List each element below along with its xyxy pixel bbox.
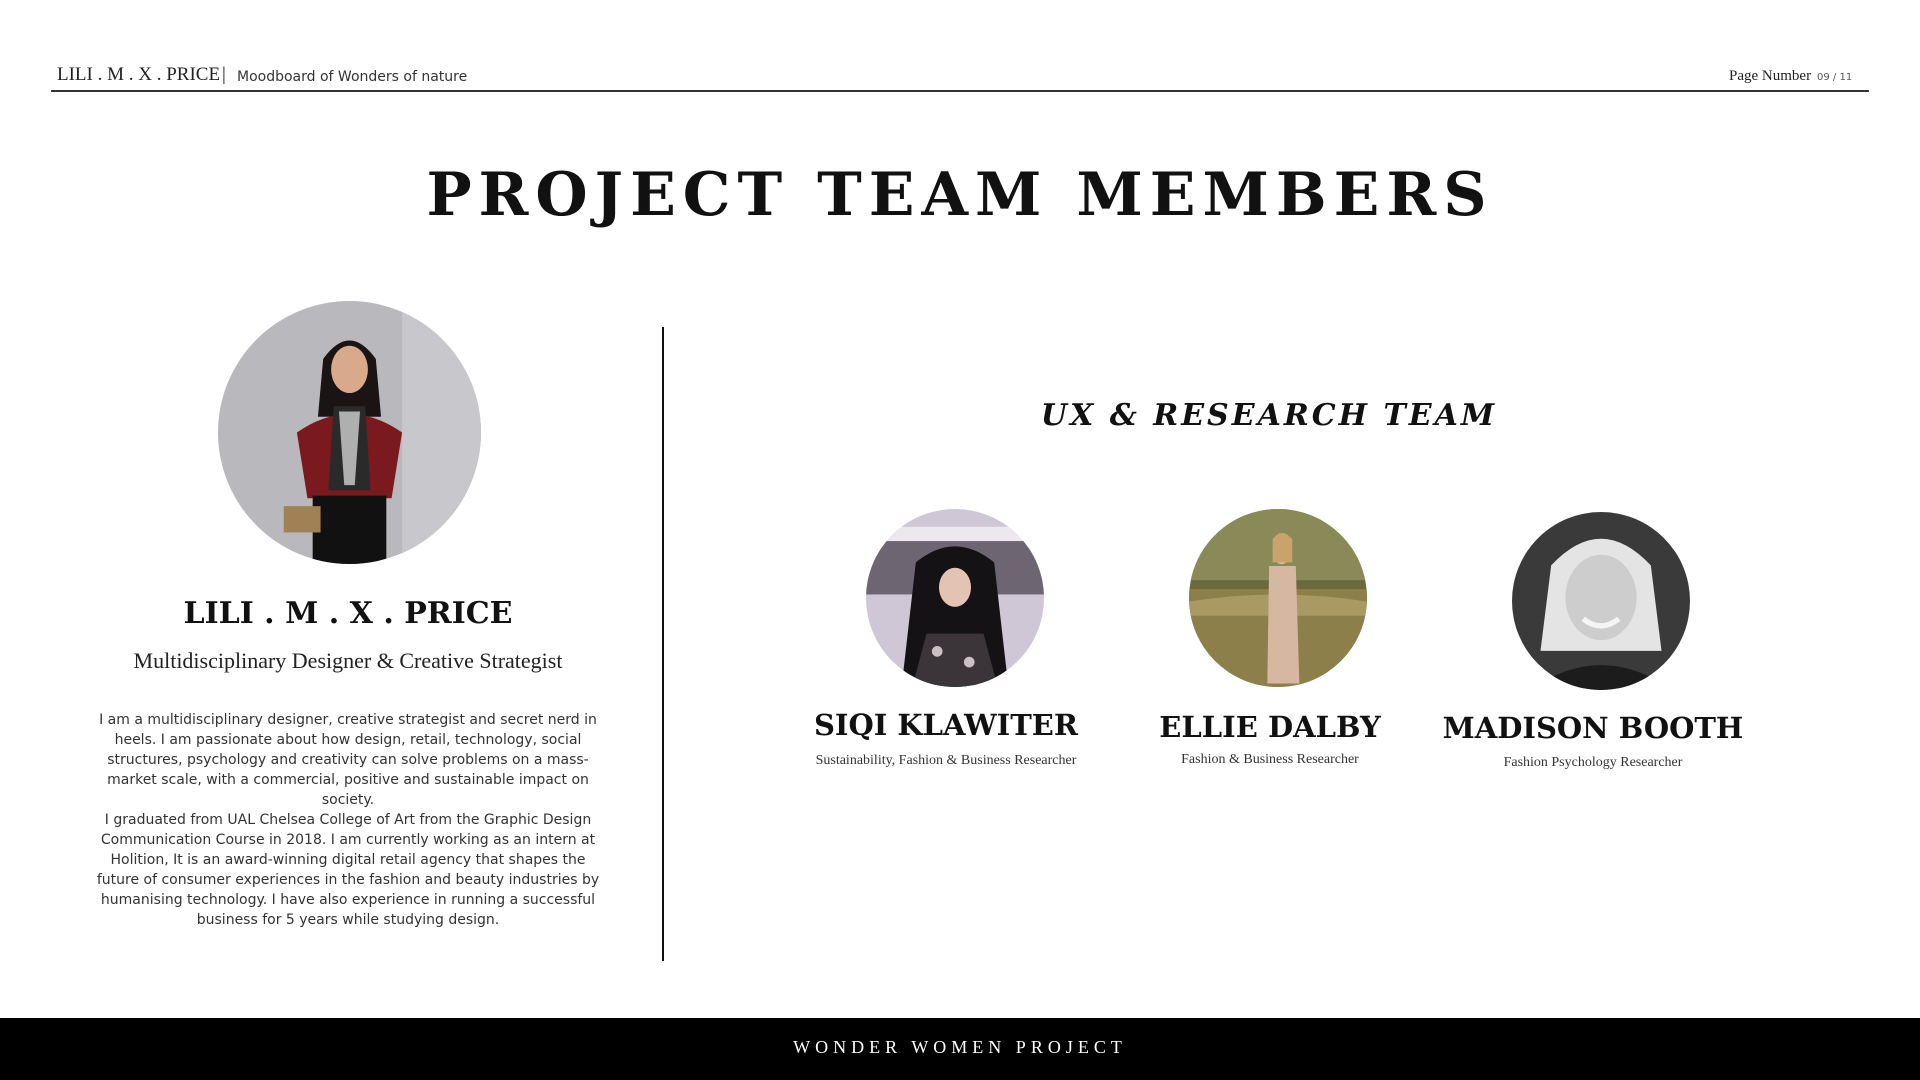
lead-role: Multidisciplinary Designer & Creative Strategist: [133, 648, 563, 673]
member-photo: [1512, 512, 1690, 690]
team-heading: UX & RESEARCH TEAM: [1040, 398, 1498, 433]
lead-name: LILI . M . X . PRICE: [183, 596, 513, 631]
lead-bio-paragraph: I graduated from UAL Chelsea College of Art from the Graphic Design Communication Course in 2018. I am currently working as an intern at Holition, It is an award-winning digital retail agency that shapes the future of consumer experiences in the fashion and beauty industries by humanising technology. I have also experience in running a successful business for 5 years while studying design.: [96, 812, 600, 928]
page-number-label: Page Number: [1729, 68, 1812, 84]
page-title: PROJECT TEAM MEMBERS: [426, 160, 1494, 230]
header-rule: [51, 90, 1869, 92]
member-name: ELLIE DALBY: [1159, 710, 1381, 744]
member-role: Sustainability, Fashion & Business Researcher: [815, 753, 1077, 768]
page-number-value: 09 / 11: [1817, 72, 1853, 83]
member-name: MADISON BOOTH: [1442, 711, 1744, 745]
header-subtitle: Moodboard of Wonders of nature: [237, 69, 468, 85]
member-role: Fashion & Business Researcher: [1181, 752, 1359, 767]
footer-bar: [0, 1018, 1920, 1080]
member-photo: [866, 509, 1044, 687]
lead-bio-paragraph: I am a multidisciplinary designer, creative strategist and secret nerd in heels. I am passionate about how design, retail, technology, social structures, psychology and creativity can solve problems on a mass-market scale, with a commercial, positive and sustainable impact on society.: [99, 712, 597, 808]
member-photo: [1189, 509, 1367, 687]
header-separator: |: [222, 64, 226, 85]
lead-portrait-photo: [218, 301, 481, 564]
header-brand: LILI . M . X . PRICE: [57, 64, 221, 85]
vertical-divider: [662, 327, 664, 961]
footer-text: WONDER WOMEN PROJECT: [793, 1037, 1127, 1057]
member-name: SIQI KLAWITER: [813, 708, 1078, 742]
member-role: Fashion Psychology Researcher: [1503, 755, 1683, 770]
